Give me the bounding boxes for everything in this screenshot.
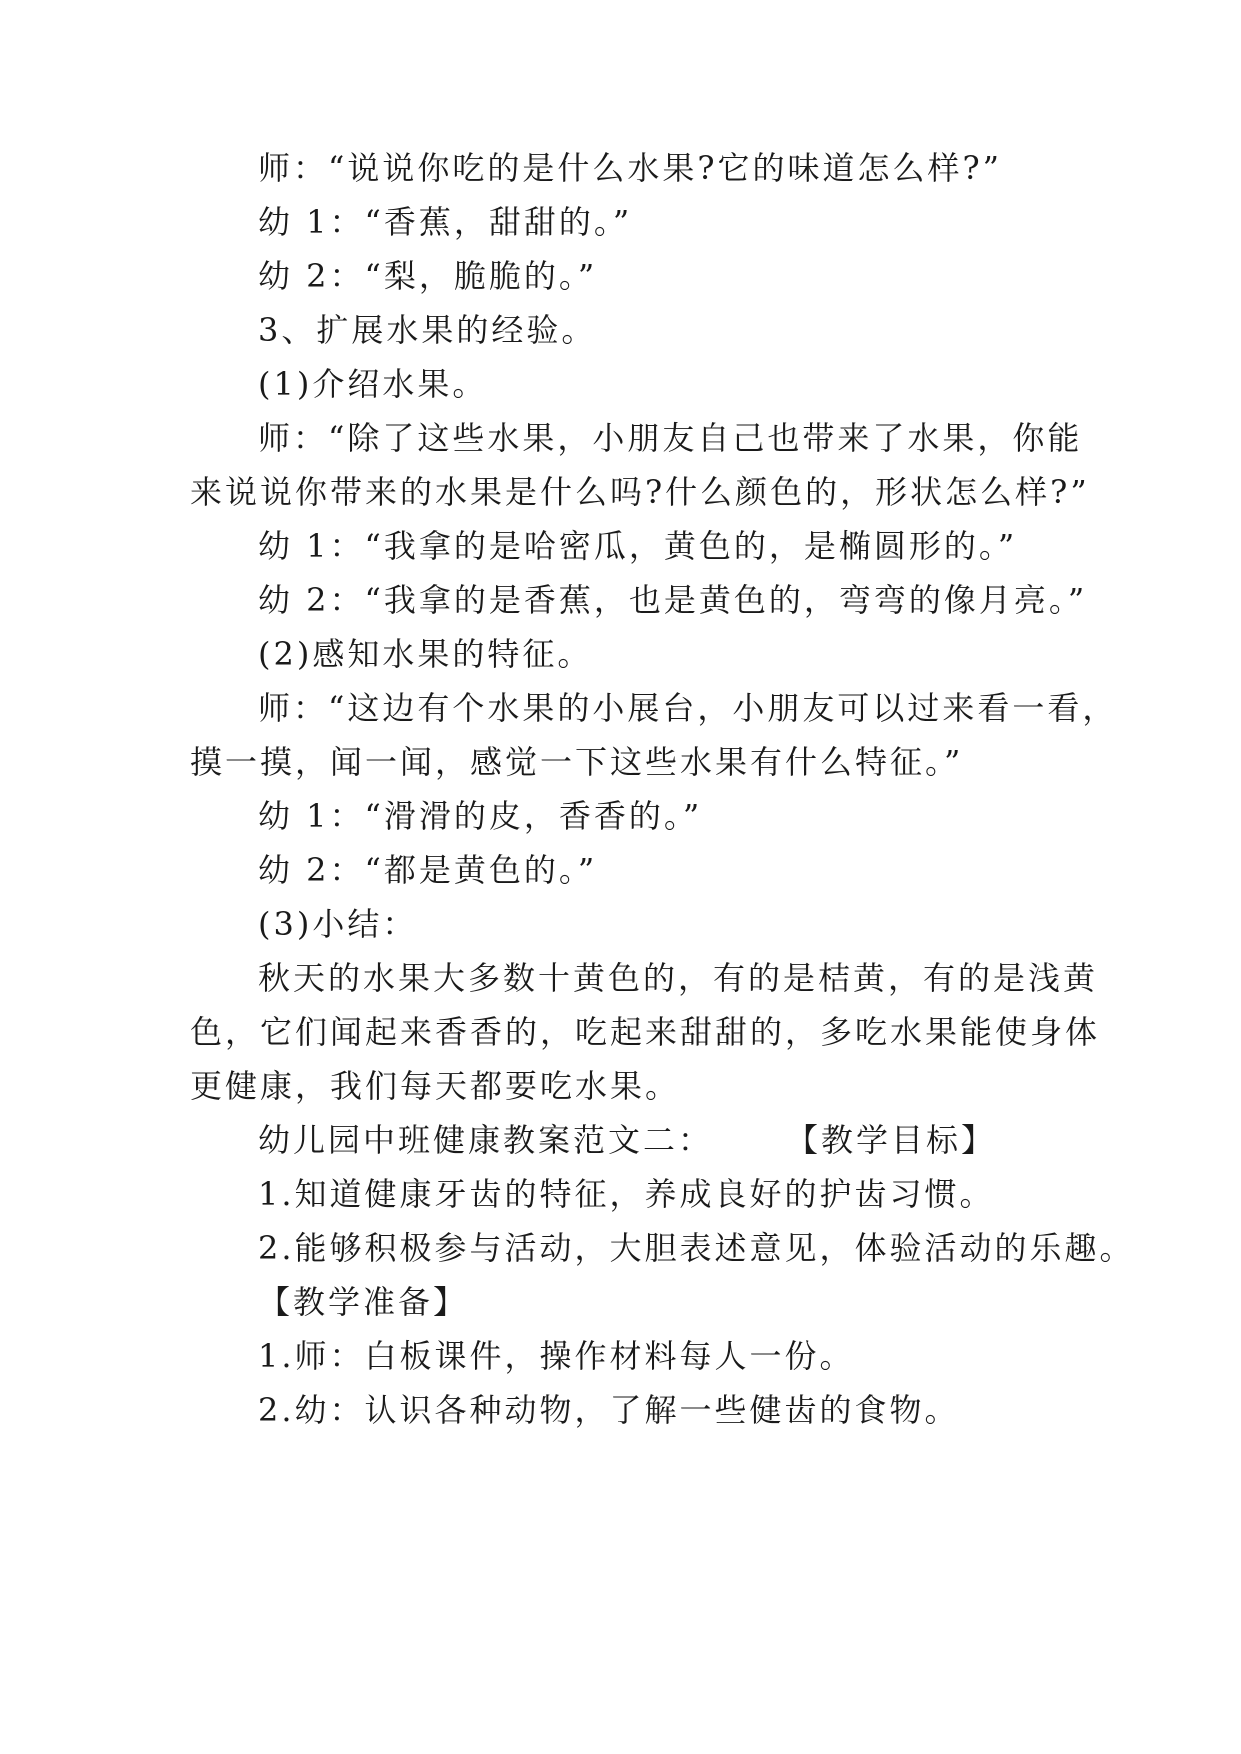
text-line: (2)感知水果的特征。: [258, 635, 593, 673]
text-line: 秋天的水果大多数十黄色的，有的是桔黄，有的是浅黄: [258, 959, 1099, 997]
text-line: 色，它们闻起来香香的，吃起来甜甜的，多吃水果能使身体: [190, 1013, 1101, 1051]
text-line: 幼 2：“梨，脆脆的。”: [258, 257, 598, 295]
text-line: 幼 1：“我拿的是哈密瓜，黄色的，是椭圆形的。”: [258, 527, 1018, 565]
text-line: 师：“这边有个水果的小展台，小朋友可以过来看一看，: [258, 689, 1118, 727]
text-line: 【教学准备】: [258, 1283, 469, 1321]
text-line: 来说说你带来的水果是什么吗?什么颜色的，形状怎么样?”: [190, 473, 1090, 511]
text-line: 幼 2：“我拿的是香蕉，也是黄色的，弯弯的像月亮。”: [258, 581, 1088, 619]
text-line: 摸一摸，闻一闻，感觉一下这些水果有什么特征。”: [190, 743, 964, 781]
text-line: 幼 1：“香蕉，甜甜的。”: [258, 203, 633, 241]
text-line: 幼 2：“都是黄色的。”: [258, 851, 598, 889]
text-line: 更健康，我们每天都要吃水果。: [190, 1067, 681, 1105]
text-line: 幼儿园中班健康教案范文二： 【教学目标】: [258, 1121, 997, 1159]
text-line: (1)介绍水果。: [258, 365, 488, 403]
text-line: 3、扩展水果的经验。: [258, 311, 597, 349]
text-line: 1.师：白板课件，操作材料每人一份。: [258, 1337, 855, 1375]
text-line: (3)小结：: [258, 905, 418, 943]
text-line: 幼 1：“滑滑的皮，香香的。”: [258, 797, 703, 835]
text-line: 师：“说说你吃的是什么水果?它的味道怎么样?”: [258, 149, 1003, 187]
text-line: 师：“除了这些水果，小朋友自己也带来了水果，你能: [258, 419, 1083, 457]
text-line: 2.能够积极参与活动，大胆表述意见，体验活动的乐趣。: [258, 1229, 1135, 1267]
text-line: 2.幼：认识各种动物，了解一些健齿的食物。: [258, 1391, 960, 1429]
text-line: 1.知道健康牙齿的特征，养成良好的护齿习惯。: [258, 1175, 995, 1213]
